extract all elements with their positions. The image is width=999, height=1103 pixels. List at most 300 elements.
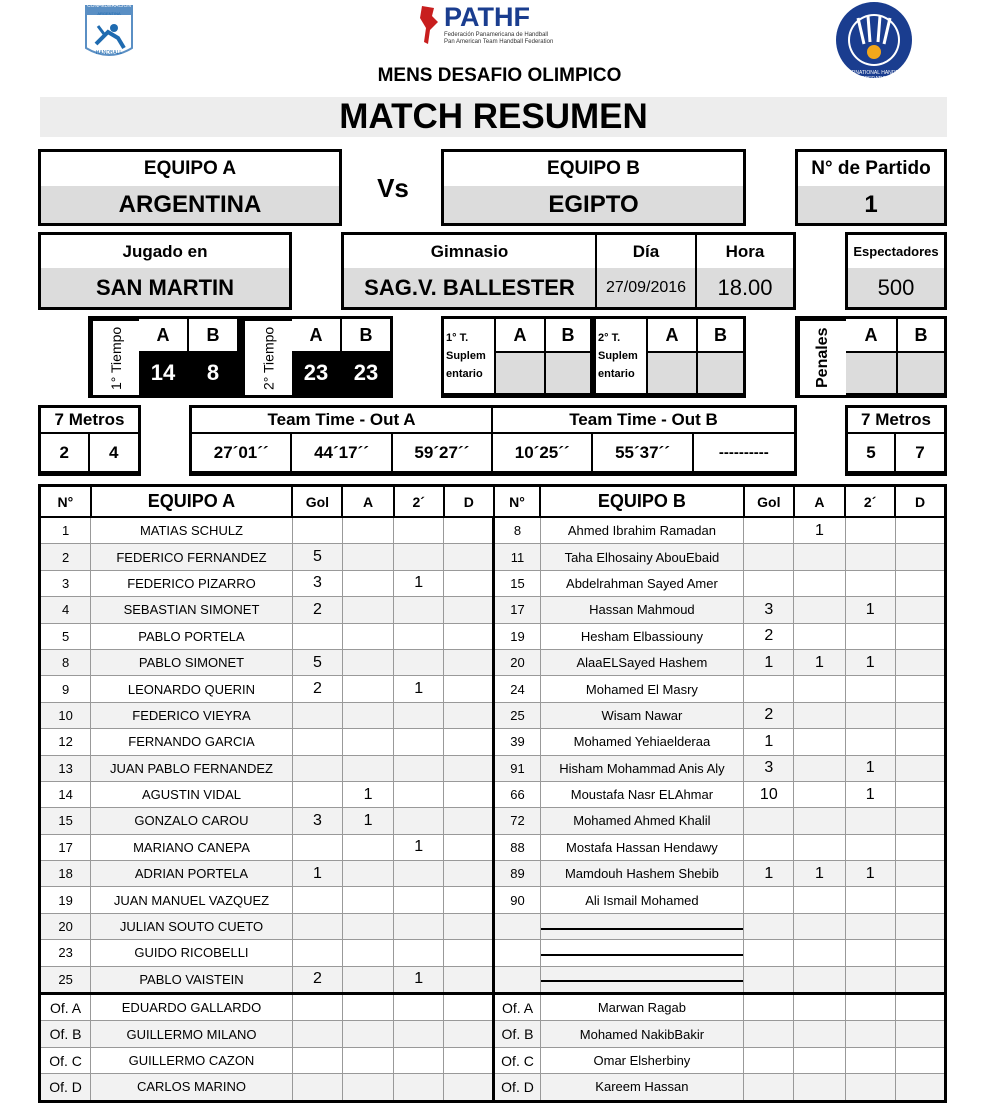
seven-meters-a-label: 7 Metros xyxy=(41,408,138,434)
cell-gol-b xyxy=(744,887,794,913)
cell-gol-b: 1 xyxy=(744,649,794,675)
cell-a-a xyxy=(342,913,393,939)
cell-d-a xyxy=(444,940,494,966)
ot2-col-a: A xyxy=(648,319,698,353)
cell-no-b: 17 xyxy=(494,597,540,623)
ihf-logo-text: INTERNATIONAL HANDBALL FEDERATION xyxy=(840,70,908,82)
cell-a-b xyxy=(794,676,845,702)
cell-a-a xyxy=(342,729,393,755)
cell-a-a xyxy=(342,649,393,675)
table-row xyxy=(40,676,946,702)
team-b-label: EQUIPO B xyxy=(547,158,640,179)
ot1-score-a xyxy=(496,353,546,395)
second-half-score xyxy=(240,316,393,398)
blank-line xyxy=(541,980,744,982)
cell-no-b xyxy=(494,913,540,939)
tto-a-1: 27´01´´ xyxy=(192,434,292,473)
empty-cell xyxy=(444,1047,494,1073)
cell-player-b: Mohamed Ahmed Khalil xyxy=(540,808,744,834)
cell-no-b: 11 xyxy=(494,544,540,570)
official-name-b: Kareem Hassan xyxy=(540,1074,744,1101)
cell-two-a xyxy=(394,940,444,966)
cell-player-b: AlaaELSayed Hashem xyxy=(540,649,744,675)
player-stats-table xyxy=(38,484,947,1103)
cell-no-a: 12 xyxy=(40,729,91,755)
cell-d-a xyxy=(444,570,494,596)
vs-label: Vs xyxy=(377,172,409,203)
cell-gol-a: 5 xyxy=(292,544,342,570)
cell-d-b xyxy=(895,544,945,570)
table-row xyxy=(40,966,946,993)
penalties-score xyxy=(795,316,947,398)
table-row xyxy=(40,861,946,887)
team-a-name: ARGENTINA xyxy=(41,186,339,223)
cell-gol-a xyxy=(292,702,342,728)
cell-a-b: 1 xyxy=(794,517,845,544)
seven-meters-b xyxy=(845,405,947,476)
table-row xyxy=(40,623,946,649)
cell-no-a: 8 xyxy=(40,649,91,675)
official-name-b: Omar Elsherbiny xyxy=(540,1047,744,1073)
header-team-a: EQUIPO A xyxy=(91,486,293,518)
official-name-b: Mohamed NakibBakir xyxy=(540,1021,744,1047)
cell-two-a xyxy=(394,702,444,728)
table-row xyxy=(40,544,946,570)
played-box xyxy=(38,232,292,310)
table-row xyxy=(40,755,946,781)
cell-two-b xyxy=(845,544,895,570)
cell-two-b: 1 xyxy=(845,861,895,887)
cell-d-a xyxy=(444,517,494,544)
cell-player-a: GUIDO RICOBELLI xyxy=(91,940,293,966)
cell-gol-a: 2 xyxy=(292,597,342,623)
first-half-score-b: 8 xyxy=(189,353,237,395)
tto-b-1: 10´25´´ xyxy=(493,434,593,473)
official-row xyxy=(40,994,946,1021)
cell-no-b xyxy=(494,966,540,993)
cell-two-b xyxy=(845,834,895,860)
empty-cell xyxy=(444,994,494,1021)
cell-gol-a xyxy=(292,729,342,755)
cell-two-b xyxy=(845,702,895,728)
cell-no-a: 5 xyxy=(40,623,91,649)
cell-gol-a: 3 xyxy=(292,570,342,596)
cell-two-a: 1 xyxy=(394,966,444,993)
header-no-b: N° xyxy=(494,486,540,518)
team-b-box xyxy=(441,149,746,226)
match-number-label: N° de Partido xyxy=(811,158,931,179)
cell-gol-b xyxy=(744,940,794,966)
cell-gol-b: 2 xyxy=(744,623,794,649)
cell-a-b xyxy=(794,544,845,570)
cell-two-b xyxy=(845,966,895,993)
cell-a-a xyxy=(342,966,393,993)
cell-a-a: 1 xyxy=(342,808,393,834)
overtime1-score xyxy=(441,316,593,398)
cell-player-b: Mohamed Yehiaelderaa xyxy=(540,729,744,755)
cell-d-a xyxy=(444,729,494,755)
official-label-a: Of. C xyxy=(40,1047,91,1073)
empty-cell xyxy=(744,1047,794,1073)
empty-cell xyxy=(794,994,845,1021)
pen-score-b xyxy=(898,353,944,395)
cell-player-b: Moustafa Nasr ELAhmar xyxy=(540,781,744,807)
empty-cell xyxy=(394,1074,444,1101)
cell-player-b: Taha Elhosainy AbouEbaid xyxy=(540,544,744,570)
table-row xyxy=(40,834,946,860)
tto-a-2: 44´17´´ xyxy=(292,434,392,473)
cell-two-a xyxy=(394,913,444,939)
penalties-label: Penales xyxy=(798,319,846,395)
cell-gol-b: 2 xyxy=(744,702,794,728)
cell-d-b xyxy=(895,649,945,675)
tto-a-label: Team Time - Out A xyxy=(192,408,493,434)
team-b-name: EGIPTO xyxy=(444,186,743,223)
cell-a-a xyxy=(342,834,393,860)
cell-d-a xyxy=(444,913,494,939)
official-name-b: Marwan Ragab xyxy=(540,994,744,1021)
cell-two-a: 1 xyxy=(394,834,444,860)
official-name-a: EDUARDO GALLARDO xyxy=(91,994,293,1021)
cell-no-b: 20 xyxy=(494,649,540,675)
cell-a-a xyxy=(342,544,393,570)
cah-logo-text3: HANDBALL xyxy=(95,50,123,56)
cell-no-a: 25 xyxy=(40,966,91,993)
cell-two-a xyxy=(394,887,444,913)
second-half-label: 2° Tiempo xyxy=(243,319,292,395)
seven-meters-a xyxy=(38,405,141,476)
first-half-col-a: A xyxy=(139,319,189,353)
cell-d-b xyxy=(895,597,945,623)
pathf-sub2: Pan American Team Handball Federation xyxy=(444,39,554,45)
header-two-a: 2´ xyxy=(394,486,444,518)
cell-d-a xyxy=(444,702,494,728)
cell-two-b xyxy=(845,570,895,596)
cah-logo-text2: ARGENTINA xyxy=(97,11,121,16)
header-gol-b: Gol xyxy=(744,486,794,518)
cell-no-b: 72 xyxy=(494,808,540,834)
cell-no-b: 39 xyxy=(494,729,540,755)
cell-two-b xyxy=(845,808,895,834)
ot2-score-b xyxy=(698,353,743,395)
cell-d-b xyxy=(895,808,945,834)
cell-no-a: 18 xyxy=(40,861,91,887)
cell-a-b xyxy=(794,570,845,596)
official-label-b: Of. D xyxy=(494,1074,540,1101)
table-row xyxy=(40,913,946,939)
page-title: MATCH RESUMEN xyxy=(40,97,947,137)
cell-no-a: 17 xyxy=(40,834,91,860)
official-name-a: GUILLERMO MILANO xyxy=(91,1021,293,1047)
table-row xyxy=(40,781,946,807)
official-label-b: Of. A xyxy=(494,994,540,1021)
header-no-a: N° xyxy=(40,486,91,518)
cell-player-a: SEBASTIAN SIMONET xyxy=(91,597,293,623)
header-two-b: 2´ xyxy=(845,486,895,518)
cell-a-b xyxy=(794,781,845,807)
cell-player-b: Mohamed El Masry xyxy=(540,676,744,702)
seven-meters-b-label: 7 Metros xyxy=(848,408,944,434)
cell-no-b: 89 xyxy=(494,861,540,887)
header-gol-a: Gol xyxy=(292,486,342,518)
empty-cell xyxy=(342,1074,393,1101)
cell-gol-a xyxy=(292,623,342,649)
cell-two-b xyxy=(845,887,895,913)
cell-no-a: 19 xyxy=(40,887,91,913)
cell-no-a: 23 xyxy=(40,940,91,966)
day-value: 27/09/2016 xyxy=(597,268,697,307)
tto-b-label: Team Time - Out B xyxy=(493,408,794,434)
cell-player-a: GONZALO CAROU xyxy=(91,808,293,834)
cell-a-a xyxy=(342,702,393,728)
ot2-score-a xyxy=(648,353,698,395)
cell-a-a: 1 xyxy=(342,781,393,807)
cell-a-b xyxy=(794,887,845,913)
pen-col-b: B xyxy=(898,319,944,353)
cell-no-a: 4 xyxy=(40,597,91,623)
seven-meters-a-1: 2 xyxy=(41,434,90,473)
cell-player-a: JUAN PABLO FERNANDEZ xyxy=(91,755,293,781)
cell-gol-b: 10 xyxy=(744,781,794,807)
cell-d-a xyxy=(444,623,494,649)
first-half-score xyxy=(88,316,240,398)
cell-d-a xyxy=(444,755,494,781)
cell-two-a xyxy=(394,517,444,544)
cell-a-b xyxy=(794,597,845,623)
cell-d-b xyxy=(895,861,945,887)
table-row xyxy=(40,808,946,834)
cell-d-b xyxy=(895,781,945,807)
cell-player-a: LEONARDO QUERIN xyxy=(91,676,293,702)
cell-player-a: FEDERICO PIZARRO xyxy=(91,570,293,596)
empty-cell xyxy=(292,1074,342,1101)
cell-player-b xyxy=(540,966,744,993)
empty-cell xyxy=(394,1047,444,1073)
empty-cell xyxy=(845,1074,895,1101)
empty-cell xyxy=(342,1021,393,1047)
cell-no-b: 24 xyxy=(494,676,540,702)
cell-gol-a xyxy=(292,755,342,781)
cell-gol-a: 1 xyxy=(292,861,342,887)
empty-cell xyxy=(895,1074,945,1101)
cell-no-a: 1 xyxy=(40,517,91,544)
cell-gol-b: 3 xyxy=(744,755,794,781)
cell-a-b xyxy=(794,623,845,649)
cell-two-b xyxy=(845,517,895,544)
header-d-b: D xyxy=(895,486,945,518)
cell-gol-b xyxy=(744,808,794,834)
pen-score-a xyxy=(846,353,898,395)
empty-cell xyxy=(895,994,945,1021)
cell-d-a xyxy=(444,808,494,834)
table-row xyxy=(40,570,946,596)
cell-no-a: 2 xyxy=(40,544,91,570)
cell-two-a: 1 xyxy=(394,676,444,702)
cell-player-a: PABLO VAISTEIN xyxy=(91,966,293,993)
cell-a-b xyxy=(794,702,845,728)
table-row xyxy=(40,597,946,623)
cell-d-b xyxy=(895,702,945,728)
gym-label: Gimnasio xyxy=(344,235,597,268)
cell-no-a: 3 xyxy=(40,570,91,596)
official-label-a: Of. A xyxy=(40,994,91,1021)
cell-player-b xyxy=(540,913,744,939)
cell-player-a: JULIAN SOUTO CUETO xyxy=(91,913,293,939)
official-label-b: Of. C xyxy=(494,1047,540,1073)
cell-gol-a: 2 xyxy=(292,966,342,993)
cell-two-a xyxy=(394,729,444,755)
cell-d-b xyxy=(895,887,945,913)
cell-d-b xyxy=(895,729,945,755)
cell-no-b: 90 xyxy=(494,887,540,913)
cell-two-a: 1 xyxy=(394,570,444,596)
empty-cell xyxy=(444,1074,494,1101)
ot1-score-b xyxy=(546,353,590,395)
official-row xyxy=(40,1021,946,1047)
cell-no-a: 15 xyxy=(40,808,91,834)
cell-d-b xyxy=(895,570,945,596)
cell-a-b xyxy=(794,913,845,939)
table-row xyxy=(40,702,946,728)
cell-two-a xyxy=(394,544,444,570)
gym-box xyxy=(341,232,796,310)
official-row xyxy=(40,1074,946,1101)
played-value: SAN MARTIN xyxy=(41,268,289,307)
table-row xyxy=(40,729,946,755)
cell-d-b xyxy=(895,755,945,781)
seven-meters-a-2: 4 xyxy=(90,434,139,473)
cell-two-a xyxy=(394,861,444,887)
empty-cell xyxy=(342,1047,393,1073)
ot1-col-b: B xyxy=(546,319,590,353)
empty-cell xyxy=(845,994,895,1021)
cell-a-b xyxy=(794,966,845,993)
official-label-a: Of. D xyxy=(40,1074,91,1101)
cell-no-a: 20 xyxy=(40,913,91,939)
seven-meters-b-2: 7 xyxy=(896,434,944,473)
second-half-score-b: 23 xyxy=(342,353,390,395)
cell-gol-a xyxy=(292,781,342,807)
spectators-label: Espectadores xyxy=(853,244,939,259)
first-half-col-b: B xyxy=(189,319,237,353)
cell-a-a xyxy=(342,597,393,623)
cell-a-a xyxy=(342,940,393,966)
cell-a-b xyxy=(794,940,845,966)
cell-gol-b: 1 xyxy=(744,729,794,755)
cell-a-a xyxy=(342,887,393,913)
cell-a-b xyxy=(794,755,845,781)
cell-a-b xyxy=(794,808,845,834)
cell-d-a xyxy=(444,649,494,675)
cell-player-a: FEDERICO FERNANDEZ xyxy=(91,544,293,570)
cell-two-a xyxy=(394,623,444,649)
empty-cell xyxy=(794,1047,845,1073)
match-number-box xyxy=(795,149,947,226)
cell-player-a: MATIAS SCHULZ xyxy=(91,517,293,544)
cell-gol-a xyxy=(292,940,342,966)
cell-two-a xyxy=(394,597,444,623)
event-title: MENS DESAFIO OLIMPICO xyxy=(377,65,622,86)
cell-player-a: AGUSTIN VIDAL xyxy=(91,781,293,807)
cell-no-b: 8 xyxy=(494,517,540,544)
cell-player-a: PABLO SIMONET xyxy=(91,649,293,675)
empty-cell xyxy=(292,994,342,1021)
cell-two-b xyxy=(845,729,895,755)
cell-gol-b xyxy=(744,834,794,860)
cell-gol-a: 2 xyxy=(292,676,342,702)
cell-two-a xyxy=(394,808,444,834)
table-row xyxy=(40,887,946,913)
cell-gol-b xyxy=(744,544,794,570)
overtime2-label: 2° T. Suplem entario xyxy=(596,319,648,395)
cell-a-a xyxy=(342,676,393,702)
table-row xyxy=(40,649,946,675)
ot2-col-b: B xyxy=(698,319,743,353)
cell-d-b xyxy=(895,834,945,860)
empty-cell xyxy=(744,1074,794,1101)
cell-player-b xyxy=(540,940,744,966)
cell-two-b xyxy=(845,913,895,939)
cell-d-b xyxy=(895,966,945,993)
cell-no-b: 19 xyxy=(494,623,540,649)
cell-two-b xyxy=(845,676,895,702)
blank-line xyxy=(541,928,744,930)
empty-cell xyxy=(342,994,393,1021)
team-timeouts xyxy=(189,405,797,476)
cell-a-a xyxy=(342,570,393,596)
cell-d-a xyxy=(444,676,494,702)
cell-a-b: 1 xyxy=(794,649,845,675)
cell-d-a xyxy=(444,597,494,623)
cell-no-b xyxy=(494,940,540,966)
header-d-a: D xyxy=(444,486,494,518)
cell-gol-b xyxy=(744,913,794,939)
cell-no-b: 88 xyxy=(494,834,540,860)
cell-gol-b: 3 xyxy=(744,597,794,623)
header-a-b: A xyxy=(794,486,845,518)
team-a-label: EQUIPO A xyxy=(143,158,237,179)
cell-player-a: ADRIAN PORTELA xyxy=(91,861,293,887)
cell-gol-b: 1 xyxy=(744,861,794,887)
cell-player-b: Wisam Nawar xyxy=(540,702,744,728)
official-name-a: GUILLERMO CAZON xyxy=(91,1047,293,1073)
spectators-value: 500 xyxy=(848,268,944,307)
pathf-logo xyxy=(418,2,588,46)
cell-gol-a: 5 xyxy=(292,649,342,675)
cell-player-b: Hesham Elbassiouny xyxy=(540,623,744,649)
seven-meters-b-1: 5 xyxy=(848,434,896,473)
cell-no-a: 14 xyxy=(40,781,91,807)
cell-d-a xyxy=(444,966,494,993)
cah-logo-text: CONFEDERACION xyxy=(87,3,131,9)
cell-gol-a xyxy=(292,834,342,860)
official-label-a: Of. B xyxy=(40,1021,91,1047)
cell-a-a xyxy=(342,517,393,544)
cell-d-a xyxy=(444,781,494,807)
cell-two-b: 1 xyxy=(845,597,895,623)
cell-player-a: MARIANO CANEPA xyxy=(91,834,293,860)
cell-player-a: JUAN MANUEL VAZQUEZ xyxy=(91,887,293,913)
official-label-b: Of. B xyxy=(494,1021,540,1047)
empty-cell xyxy=(895,1021,945,1047)
cell-no-a: 9 xyxy=(40,676,91,702)
cell-no-b: 91 xyxy=(494,755,540,781)
hour-label: Hora xyxy=(725,241,765,261)
empty-cell xyxy=(444,1021,494,1047)
empty-cell xyxy=(845,1047,895,1073)
official-name-a: CARLOS MARINO xyxy=(91,1074,293,1101)
cell-no-b: 15 xyxy=(494,570,540,596)
